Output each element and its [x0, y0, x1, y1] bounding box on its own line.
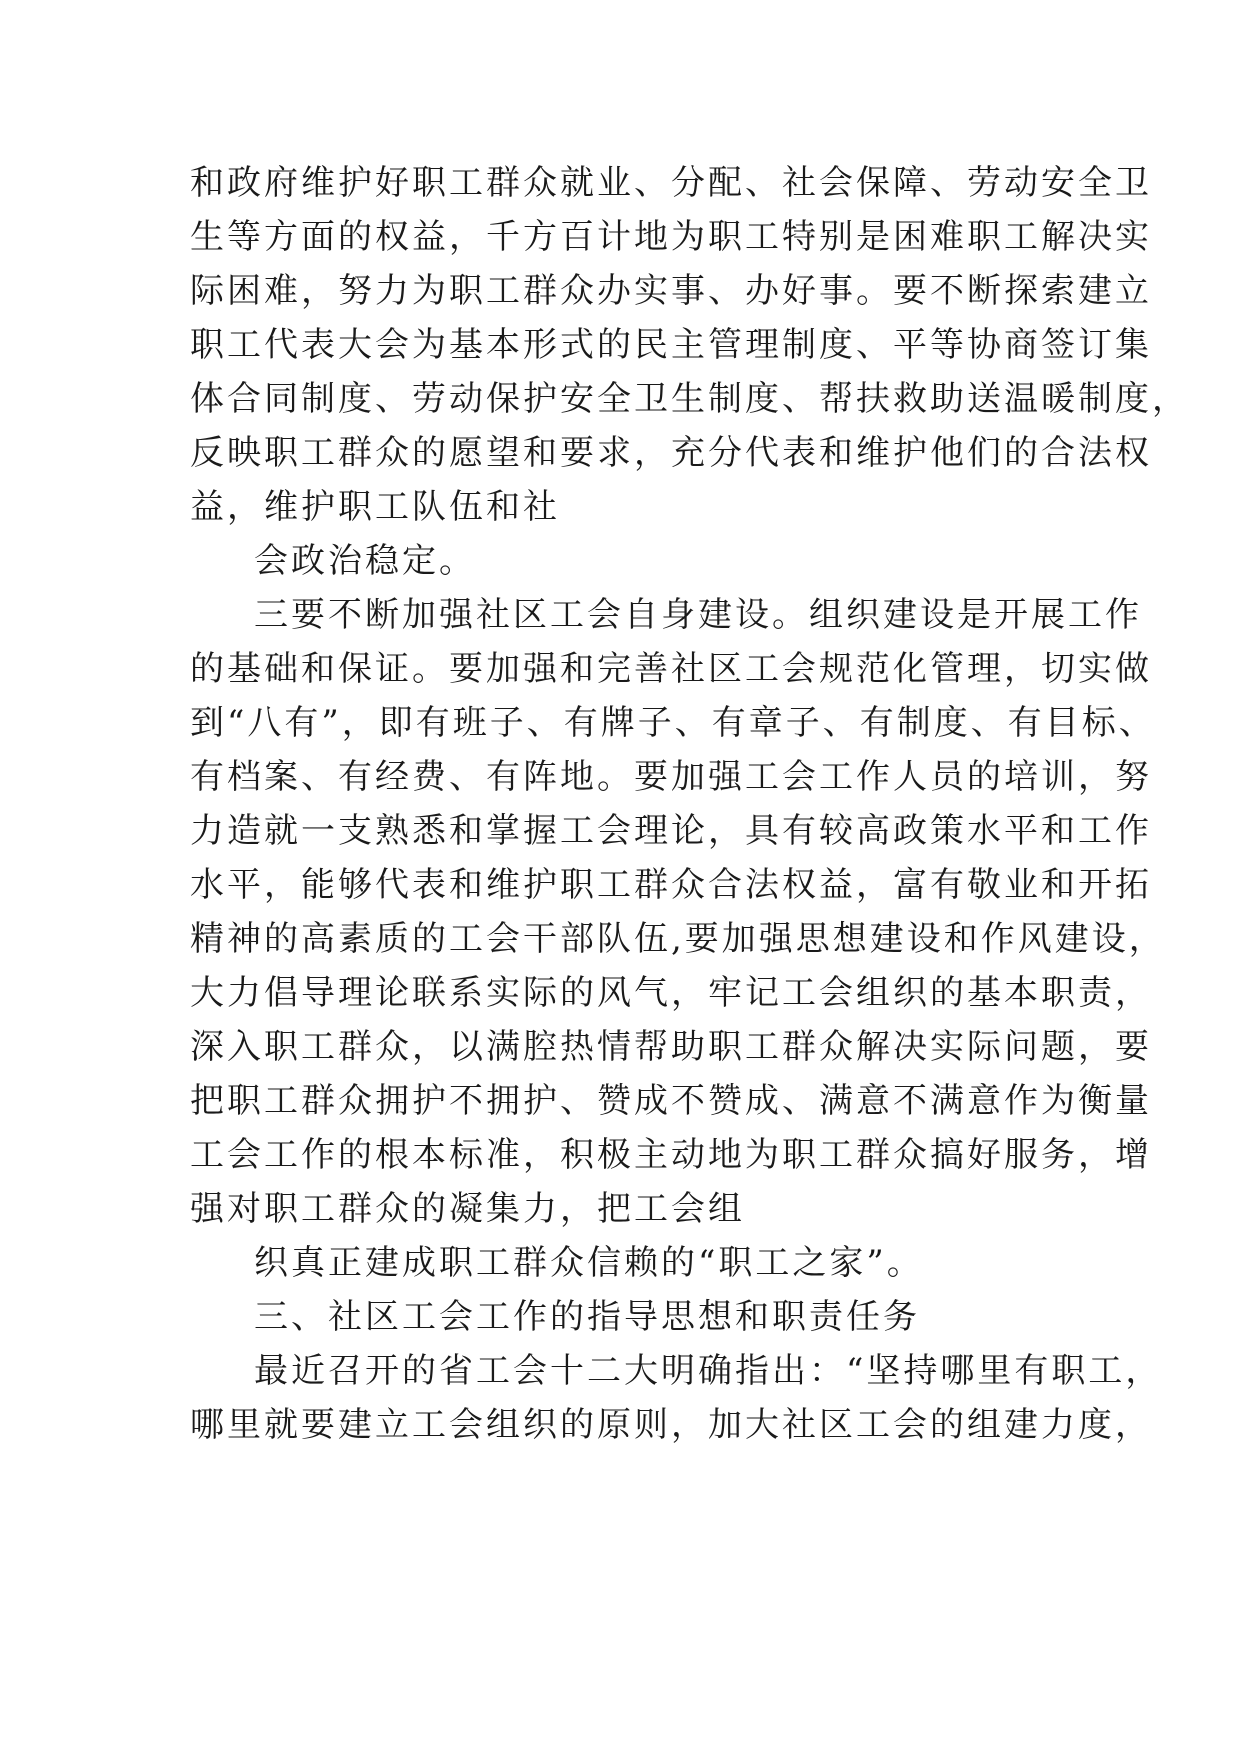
paragraph-start-line: 织真正建成职工群众信赖的“职工之家”。 — [254, 1243, 924, 1283]
text-line: 反映职工群众的愿望和要求，充分代表和维护他们的合法权 — [190, 433, 1152, 473]
text-line: 的基础和保证。要加强和完善社区工会规范化管理，切实做 — [190, 649, 1152, 689]
paragraph-start-line: 会政治稳定。 — [254, 541, 476, 581]
paragraph-start-line: 最近召开的省工会十二大明确指出：“坚持哪里有职工， — [254, 1351, 1163, 1391]
text-line: 职工代表大会为基本形式的民主管理制度、平等协商签订集 — [190, 325, 1152, 365]
text-line: 体合同制度、劳动保护安全卫生制度、帮扶救助送温暖制度， — [190, 379, 1189, 419]
text-line: 水平，能够代表和维护职工群众合法权益，富有敬业和开拓 — [190, 865, 1152, 905]
text-line: 哪里就要建立工会组织的原则，加大社区工会的组建力度， — [190, 1405, 1152, 1445]
paragraph-start-line: 三要不断加强社区工会自身建设。组织建设是开展工作 — [254, 595, 1142, 635]
text-line: 际困难，努力为职工群众办实事、办好事。要不断探索建立 — [190, 271, 1152, 311]
text-line: 深入职工群众，以满腔热情帮助职工群众解决实际问题，要 — [190, 1027, 1152, 1067]
text-line: 益，维护职工队伍和社 — [190, 487, 560, 527]
text-line: 到“八有”，即有班子、有牌子、有章子、有制度、有目标、 — [190, 703, 1156, 743]
text-line: 把职工群众拥护不拥护、赞成不赞成、满意不满意作为衡量 — [190, 1081, 1152, 1121]
text-line: 有档案、有经费、有阵地。要加强工会工作人员的培训，努 — [190, 757, 1152, 797]
text-line: 工会工作的根本标准，积极主动地为职工群众搞好服务，增 — [190, 1135, 1152, 1175]
section-heading: 三、社区工会工作的指导思想和职责任务 — [254, 1297, 920, 1337]
text-line: 生等方面的权益，千方百计地为职工特别是困难职工解决实 — [190, 217, 1152, 257]
text-line: 力造就一支熟悉和掌握工会理论，具有较高政策水平和工作 — [190, 811, 1152, 851]
text-line: 大力倡导理论联系实际的风气，牢记工会组织的基本职责， — [190, 973, 1152, 1013]
text-line: 和政府维护好职工群众就业、分配、社会保障、劳动安全卫 — [190, 163, 1152, 203]
text-line: 精神的高素质的工会干部队伍,要加强思想建设和作风建设， — [190, 919, 1166, 959]
text-line: 强对职工群众的凝集力，把工会组 — [190, 1189, 745, 1229]
